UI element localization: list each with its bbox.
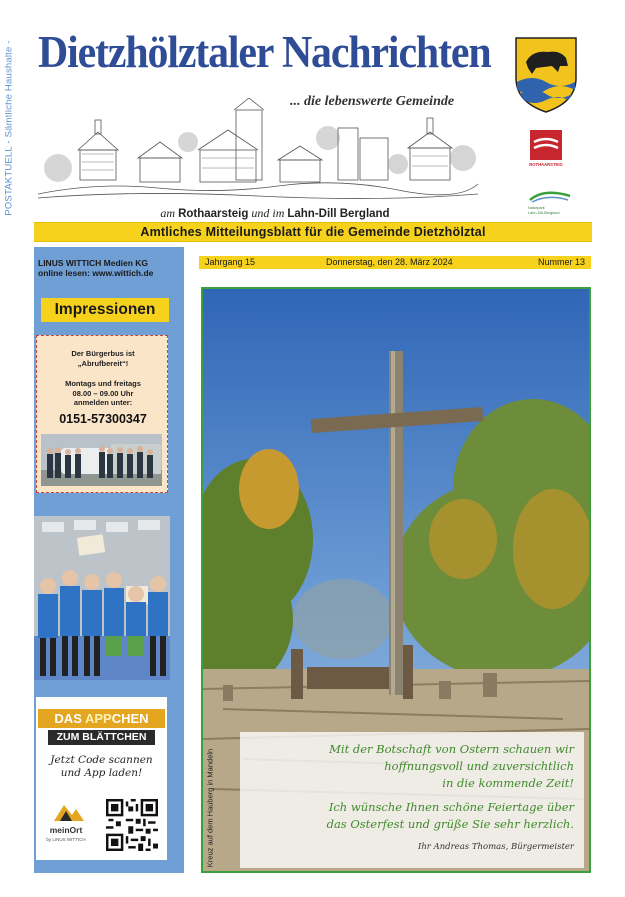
- children-medals-photo: [34, 516, 170, 680]
- easter-greeting: [240, 732, 584, 868]
- greeting-line-3: in die kommende Zeit!: [442, 776, 574, 790]
- village-sketch-illustration: [38, 98, 478, 202]
- impressionen-heading: Impressionen: [41, 298, 169, 322]
- app-promo-subtitle: ZUM BLÄTTCHEN: [48, 730, 155, 745]
- rothaarsteig-label: ROTHAARSTEIG: [529, 162, 563, 167]
- newspaper-title: Dietzhölztaler Nachrichten: [38, 27, 491, 77]
- greeting-line-2: hoffnungsvoll und zuversichtlich: [384, 759, 574, 773]
- greeting-line-4: Ich wünsche Ihnen schöne Feiertage über: [328, 800, 574, 814]
- issue-date: Donnerstag, den 28. März 2024: [326, 257, 453, 267]
- greeting-signature: Ihr Andreas Thomas, Bürgermeister: [417, 842, 574, 852]
- meinort-logo-icon: [46, 801, 86, 823]
- buergerbus-notice: [36, 335, 168, 493]
- easter-cross-feature: [201, 287, 591, 873]
- bus-hours: Montags und freitags 08.00 – 09.00 Uhr anmelden unter:: [65, 379, 141, 407]
- naturpark-logo: [524, 186, 576, 216]
- publisher-website[interactable]: online lesen: www.wittich.de: [38, 268, 154, 278]
- issue-volume: Jahrgang 15: [205, 257, 256, 267]
- naturpark-label-2: Lahn-Dill-Bergland: [528, 211, 560, 215]
- rothaarsteig-logo: [526, 128, 570, 168]
- app-promo-handwriting: Jetzt Code scannen und App laden!: [50, 754, 153, 779]
- greeting-line-5: das Osterfest und grüße Sie sehr herzlich.: [326, 817, 574, 831]
- app-promo-box: [36, 697, 167, 860]
- region-tagline: am Rothaarsteig und im Lahn-Dill Bergland: [160, 206, 390, 220]
- naturpark-label-1: Naturpark: [528, 206, 545, 210]
- official-bulletin-banner: Amtliches Mitteilungsblatt für die Gemeinde Dietzhölztal: [34, 222, 592, 242]
- postaktuell-note: POSTAKTUELL - Sämtliche Haushalte -: [3, 39, 15, 216]
- newspaper-subtitle: ... die lebenswerte Gemeinde: [290, 94, 455, 109]
- issue-info-bar: [199, 256, 591, 269]
- app-promo-title: DAS APPCHEN: [38, 709, 165, 728]
- bus-group-photo: [41, 434, 162, 486]
- photo-caption: Kreuz auf dem Hauberg in Mandeln: [205, 748, 215, 867]
- meinort-byline: by LINUS WITTICH: [46, 837, 86, 842]
- greeting-line-1: Mit der Botschaft von Ostern schauen wir: [329, 742, 574, 756]
- publisher-info: [38, 258, 153, 278]
- municipal-coat-of-arms: [514, 36, 578, 114]
- meinort-brand: meinOrt: [49, 825, 83, 835]
- qr-code-icon[interactable]: [106, 799, 158, 851]
- issue-number: Nummer 13: [537, 257, 585, 267]
- bus-intro: Der Bürgerbus ist „Abrufbereit“!: [71, 349, 135, 368]
- publisher-name: LINUS WITTICH Medien KG: [38, 258, 149, 268]
- bus-phone-number[interactable]: 0151-57300347: [59, 412, 147, 426]
